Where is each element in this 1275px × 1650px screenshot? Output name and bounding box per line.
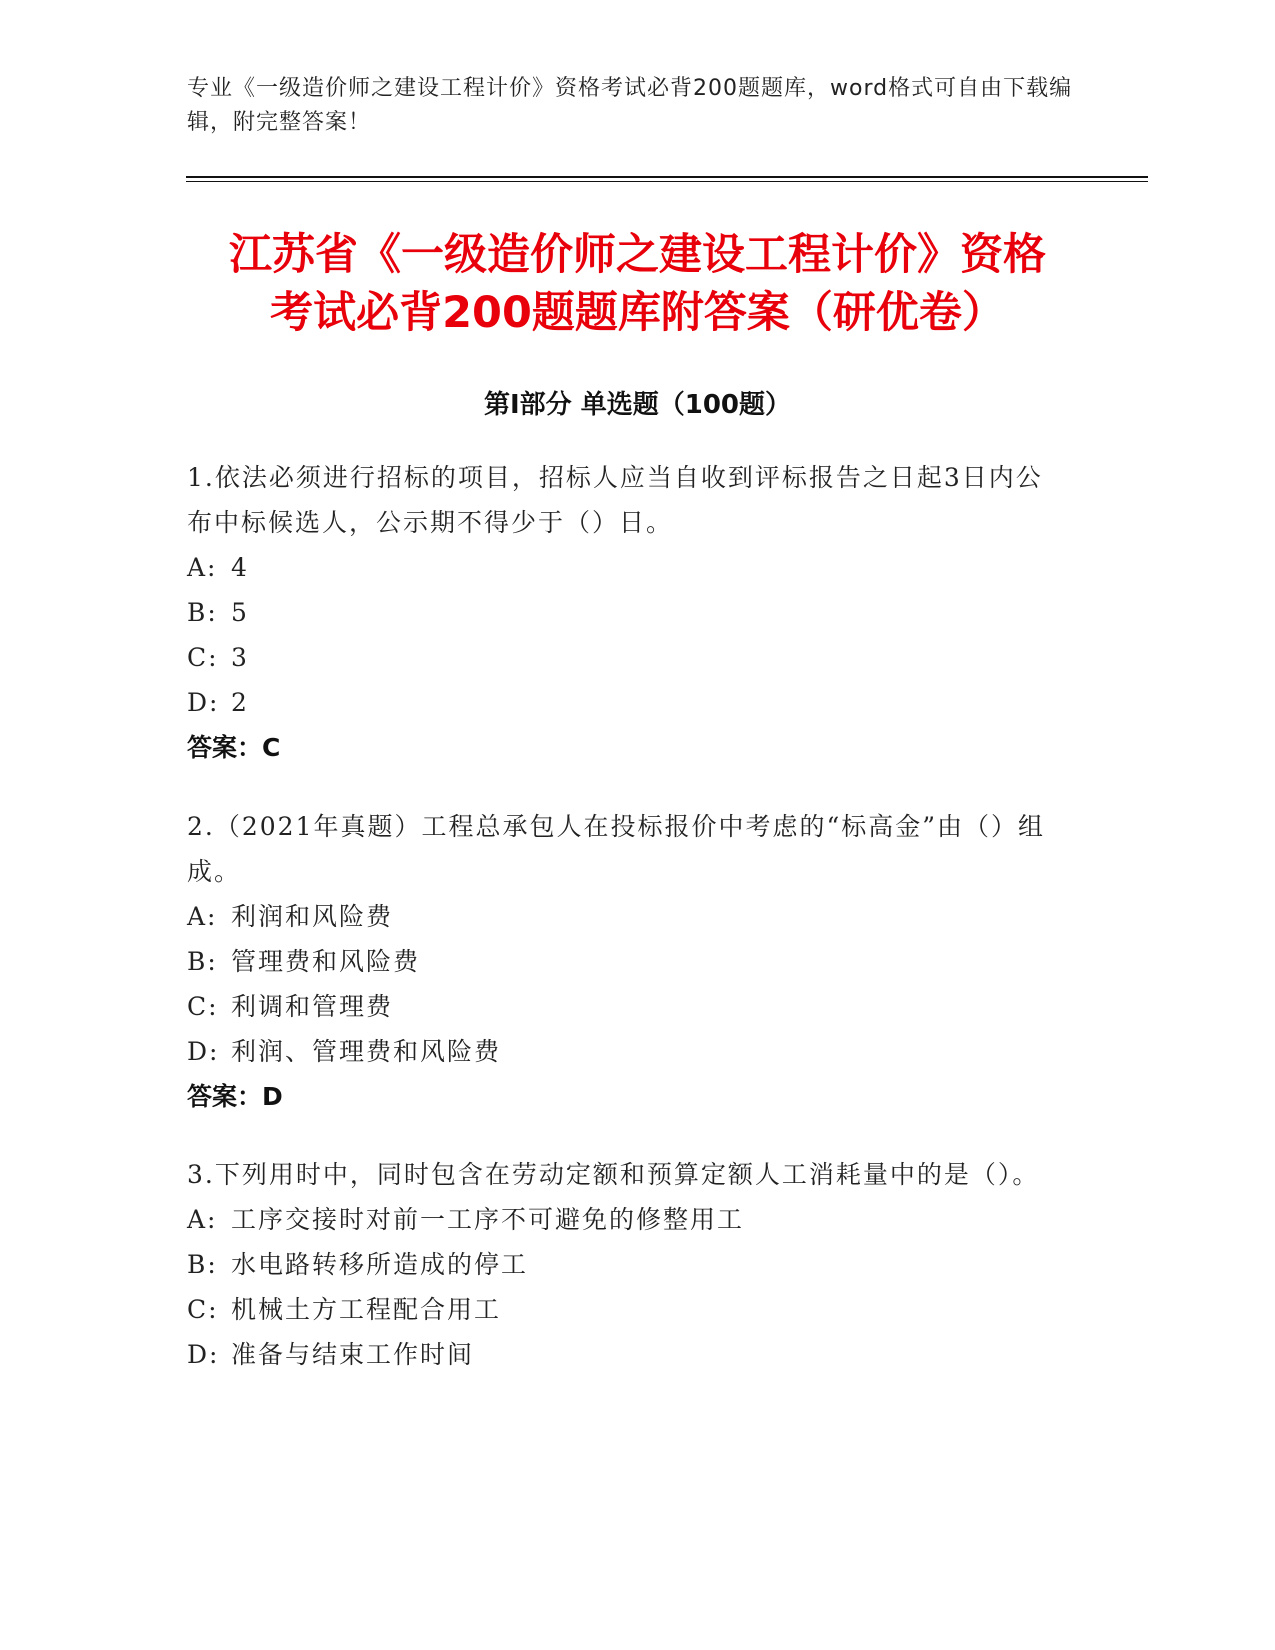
option-b [187, 939, 1067, 984]
option-text: 3 [231, 643, 249, 672]
option-letter: D: [187, 688, 220, 717]
document-title-line-1: 江苏省《一级造价师之建设工程计价》资格 [229, 230, 1046, 280]
option-text: 准备与结束工作时间 [231, 1340, 475, 1369]
header-divider-thick [186, 176, 1148, 178]
question-3 [187, 1152, 1067, 1377]
option-d [187, 1332, 1067, 1377]
option-letter: A: [187, 1205, 218, 1234]
section-heading: 第Ⅰ部分 单选题（100题） [484, 390, 791, 420]
option-d [187, 680, 1067, 725]
option-letter: B: [187, 598, 218, 627]
option-text: 管理费和风险费 [231, 947, 421, 976]
option-text: 4 [231, 553, 249, 582]
option-letter: C: [187, 643, 219, 672]
option-letter: A: [187, 902, 218, 931]
document-title [150, 226, 1125, 342]
option-a [187, 1197, 1067, 1242]
option-a [187, 545, 1067, 590]
option-letter: C: [187, 992, 219, 1021]
question-stem: 3.下列用时中，同时包含在劳动定额和预算定额人工消耗量中的是（）。 [187, 1160, 1040, 1189]
answer-label: 答案：D [187, 1082, 283, 1111]
option-letter: D: [187, 1037, 220, 1066]
option-letter: B: [187, 1250, 218, 1279]
answer-label: 答案：C [187, 733, 281, 762]
option-text: 机械土方工程配合用工 [231, 1295, 502, 1324]
option-text: 2 [231, 688, 249, 717]
header-divider-thin [186, 181, 1148, 182]
option-d [187, 1029, 1067, 1074]
option-text: 利润和风险费 [231, 902, 394, 931]
option-letter: B: [187, 947, 218, 976]
option-letter: C: [187, 1295, 219, 1324]
question-stem: 1.依法必须进行招标的项目，招标人应当自收到评标报告之日起3日内公布中标候选人，公示期不得少于（）日。 [187, 463, 1043, 537]
option-letter: A: [187, 553, 218, 582]
option-text: 水电路转移所造成的停工 [231, 1250, 529, 1279]
option-text: 工序交接时对前一工序不可避免的修整用工 [231, 1205, 745, 1234]
question-1 [187, 455, 1067, 770]
option-c [187, 984, 1067, 1029]
option-b [187, 1242, 1067, 1287]
question-2 [187, 804, 1067, 1119]
option-letter: D: [187, 1340, 220, 1369]
document-title-line-2: 考试必背200题题库附答案（研优卷） [270, 288, 1005, 338]
option-c [187, 1287, 1067, 1332]
option-a [187, 894, 1067, 939]
option-b [187, 590, 1067, 635]
option-c [187, 635, 1067, 680]
question-stem: 2.（2021年真题）工程总承包人在投标报价中考虑的“标高金”由（）组成。 [187, 812, 1046, 886]
option-text: 5 [231, 598, 249, 627]
option-text: 利润、管理费和风险费 [231, 1037, 502, 1066]
header-note: 专业《一级造价师之建设工程计价》资格考试必背200题题库，word格式可自由下载编辑，附完整答案！ [187, 76, 1073, 135]
option-text: 利调和管理费 [231, 992, 394, 1021]
